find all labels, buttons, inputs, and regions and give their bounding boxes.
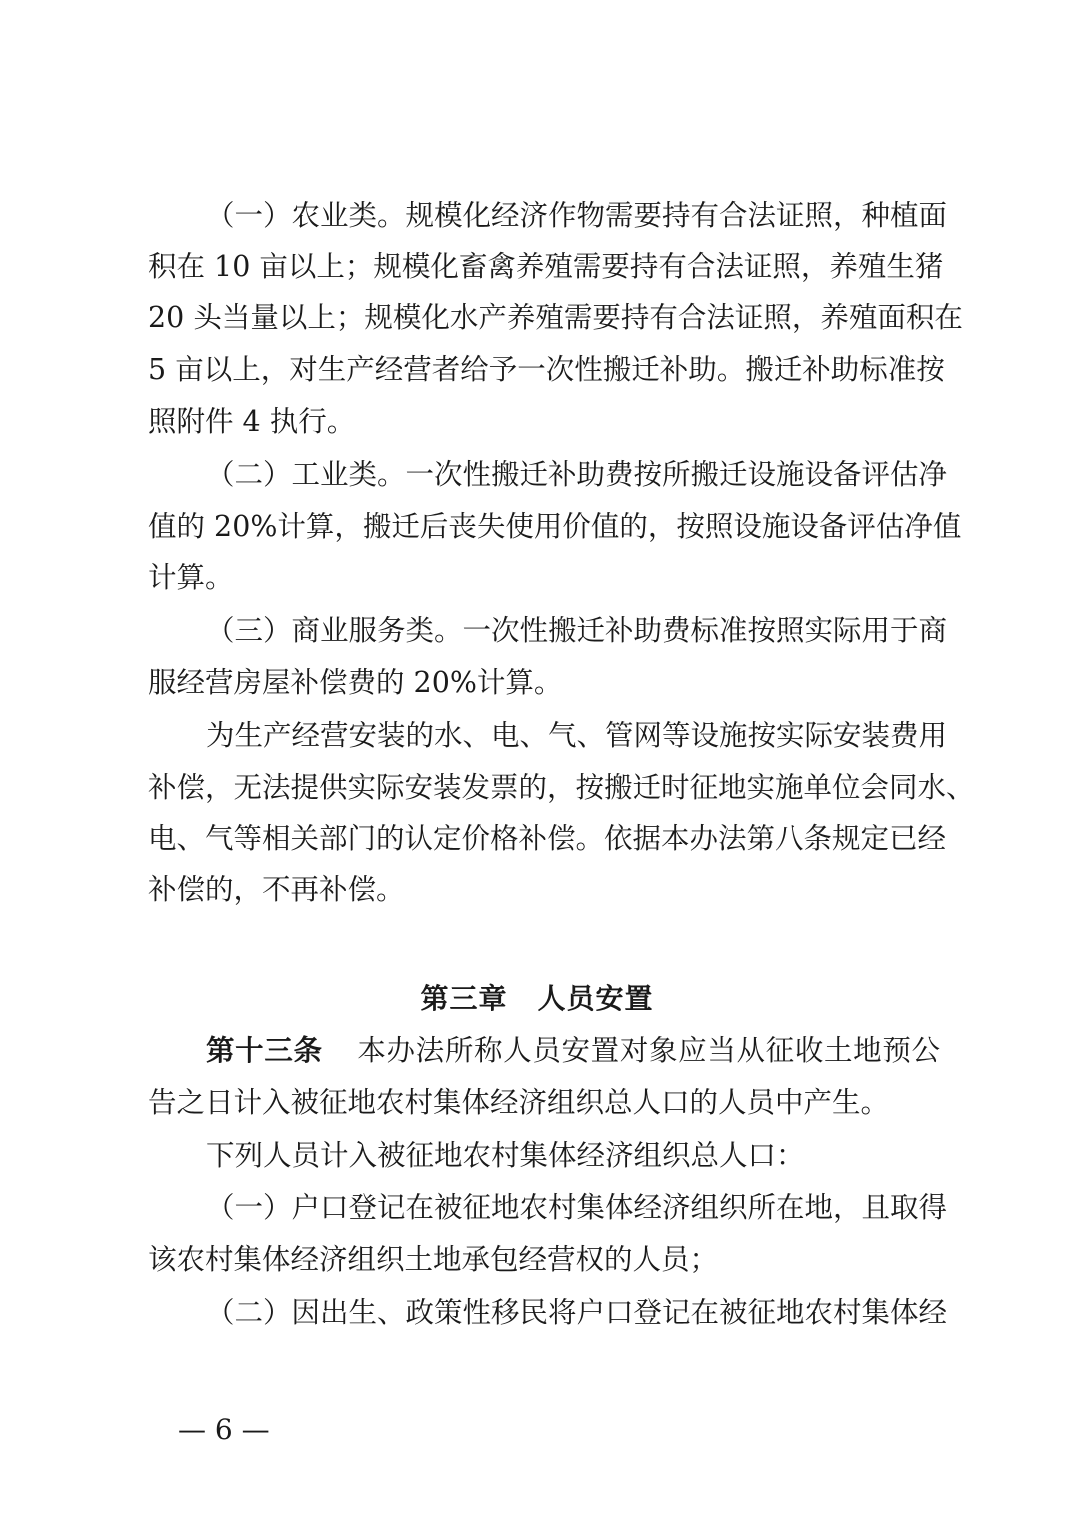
page-number: — 6 — — [178, 1413, 270, 1446]
text-line: 5 亩以上，对生产经营者给予一次性搬迁补助。搬迁补助标准按 — [148, 353, 945, 386]
text-line: 为生产经营安装的水、电、气、管网等设施按实际安装费用 — [206, 719, 948, 752]
text-line: 积在 10 亩以上；规模化畜禽养殖需要持有合法证照，养殖生猪 — [148, 250, 944, 283]
chapter-heading — [0, 979, 1074, 1019]
text-line: 计算。 — [148, 561, 234, 594]
text-line: 补偿的，不再补偿。 — [148, 873, 405, 906]
chapter-number: 第三章 — [420, 982, 508, 1015]
text-line: 下列人员计入被征地农村集体经济组织总人口： — [206, 1139, 805, 1172]
text-line: （三）商业服务类。一次性搬迁补助费标准按照实际用于商 — [206, 614, 948, 647]
text-line: 补偿，无法提供实际安装发票的，按搬迁时征地实施单位会同水、 — [148, 771, 975, 804]
text-line: 该农村集体经济组织土地承包经营权的人员； — [148, 1243, 719, 1276]
chapter-title: 人员安置 — [537, 982, 654, 1015]
text-line: （二）工业类。一次性搬迁补助费按所搬迁设施设备评估净 — [206, 458, 948, 491]
text-line — [206, 1031, 940, 1071]
text-line: 告之日计入被征地农村集体经济组织总人口的人员中产生。 — [148, 1086, 890, 1119]
text-line: （二）因出生、政策性移民将户口登记在被征地农村集体经 — [206, 1296, 948, 1329]
text-line: （一）农业类。规模化经济作物需要持有合法证照，种植面 — [206, 199, 948, 232]
text-line: 服经营房屋补偿费的 20%计算。 — [148, 666, 563, 699]
article-text: 本办法所称人员安置对象应当从征收土地预公 — [356, 1034, 940, 1067]
text-line: 照附件 4 执行。 — [148, 405, 356, 438]
text-line: 20 头当量以上；规模化水产养殖需要持有合法证照，养殖面积在 — [148, 301, 963, 334]
text-line: 电、气等相关部门的认定价格补偿。依据本办法第八条规定已经 — [148, 822, 947, 855]
text-line: （一）户口登记在被征地农村集体经济组织所在地，且取得 — [206, 1191, 948, 1224]
text-line: 值的 20%计算，搬迁后丧失使用价值的，按照设施设备评估净值 — [148, 510, 962, 543]
article-label: 第十三条 — [206, 1034, 323, 1067]
